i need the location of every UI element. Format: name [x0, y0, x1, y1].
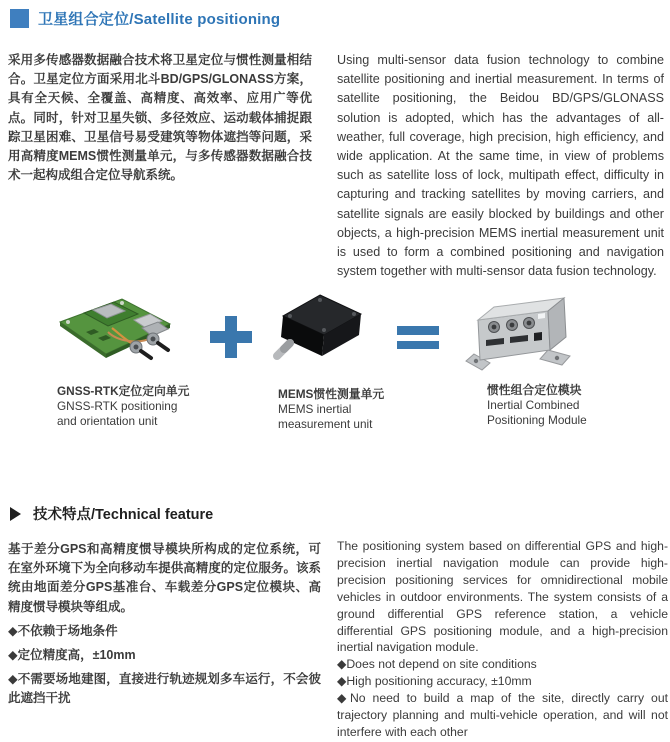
plus-icon — [210, 316, 252, 358]
equals-bottom-bar — [397, 341, 439, 350]
equals-icon — [397, 326, 439, 355]
page-title: 卫星组合定位/Satellite positioning — [38, 11, 281, 28]
mems-caption — [278, 387, 384, 432]
tech-bullet-zh: ◆不需要场地建图，直接进行轨迹规划多车运行，不会彼此遮挡干扰 — [8, 672, 321, 706]
caption-line-en: Positioning Module — [487, 413, 587, 427]
tech-paragraph-en: The positioning system based on differential GPS and high-precision inertial navigation module can provide high-precision positioning services for omnidirectional mobile vehicles in outdoor environments. The system consists of a ground differential GPS reference station, a vehicle differential GPS positioning module, and a high-precision inertial navigation module. — [337, 539, 668, 655]
section2-title: 技术特点/Technical feature — [33, 507, 214, 523]
caption-line-en: GNSS-RTK positioning — [57, 399, 178, 413]
inertial-combined-module-image — [458, 294, 593, 383]
caption-line-en: measurement unit — [278, 417, 373, 431]
blue-square-icon — [10, 9, 29, 28]
equals-top-bar — [397, 326, 439, 335]
gnss-rtk-board-graphic — [52, 292, 180, 378]
caption-line-en: and orientation unit — [57, 414, 158, 428]
gnss-rtk-board-image — [52, 292, 180, 383]
intro-paragraph-en: Using multi-sensor data fusion technology to combine satellite positioning and inertial measurement. In terms of satellite positioning, the Beidou BD/GPS/GLONASS solution is adopted, which has the advantages of all-weather, full coverage, high precision, high efficiency, and wide application. At the same time, in view of problems such as satellite loss of lock, multipath effect, difficulty in capturing and tracking satellites by moving carriers, and satellite signals are easily blocked by buildings and other objects, a high-precision MEMS inertial measurement unit is used to form a combined positioning and navigation system together with multi-sensor data fusion technology. — [337, 53, 664, 279]
mems-imu-graphic — [272, 290, 368, 380]
intro-paragraph-zh: 采用多传感器数据融合技术将卫星定位与惯性测量相结合。卫星定位方面采用北斗BD/GPS/GLONASS方案，具有全天候、全覆盖、高精度、高效率、应用广等优点。同时，针对卫星失锁、多径效应、运动载体捕捉跟踪卫星困难、卫星信号易受建筑等物体遮挡等问题，采用高精度MEMS惯性测量单元，与多传感器数据融合技术一起构成组合定位导航系统。 — [8, 53, 312, 183]
tech-feature-zh — [8, 540, 321, 709]
section1-header — [10, 8, 280, 29]
gnss-rtk-caption — [57, 384, 189, 429]
section2-header — [10, 503, 213, 524]
plus-vertical-bar — [225, 316, 237, 358]
inertial-module-caption — [487, 383, 587, 428]
inertial-combined-module-graphic — [458, 294, 593, 378]
tech-feature-en — [337, 538, 668, 741]
tech-bullet-en: ◆No need to build a map of the site, directly carry out trajectory planning and multi-vehicle operation, and will not interfere with each other — [337, 691, 668, 739]
tech-bullet-en: ◆Does not depend on site conditions — [337, 657, 537, 672]
caption-line-zh: 惯性组合定位模块 — [487, 383, 582, 397]
caption-line-zh: GNSS-RTK定位定向单元 — [57, 384, 190, 398]
caption-line-en: Inertial Combined — [487, 398, 580, 412]
tech-bullet-zh: ◆不依赖于场地条件 — [8, 623, 118, 638]
mems-imu-image — [272, 290, 368, 385]
tech-bullet-zh: ◆定位精度高，±10mm — [8, 648, 136, 663]
tech-paragraph-zh: 基于差分GPS和高精度惯导模块所构成的定位系统，可在室外环境下为全向移动车提供高精度的定位服务。该系统由地面差分GPS基准台、车载差分GPS定位模块、高精度惯导模块等组成。 — [8, 542, 321, 614]
caption-line-en: MEMS inertial — [278, 402, 352, 416]
triangle-arrow-icon — [10, 507, 21, 521]
tech-bullet-en: ◆High positioning accuracy, ±10mm — [337, 674, 532, 689]
caption-line-zh: MEMS惯性测量单元 — [278, 387, 385, 401]
